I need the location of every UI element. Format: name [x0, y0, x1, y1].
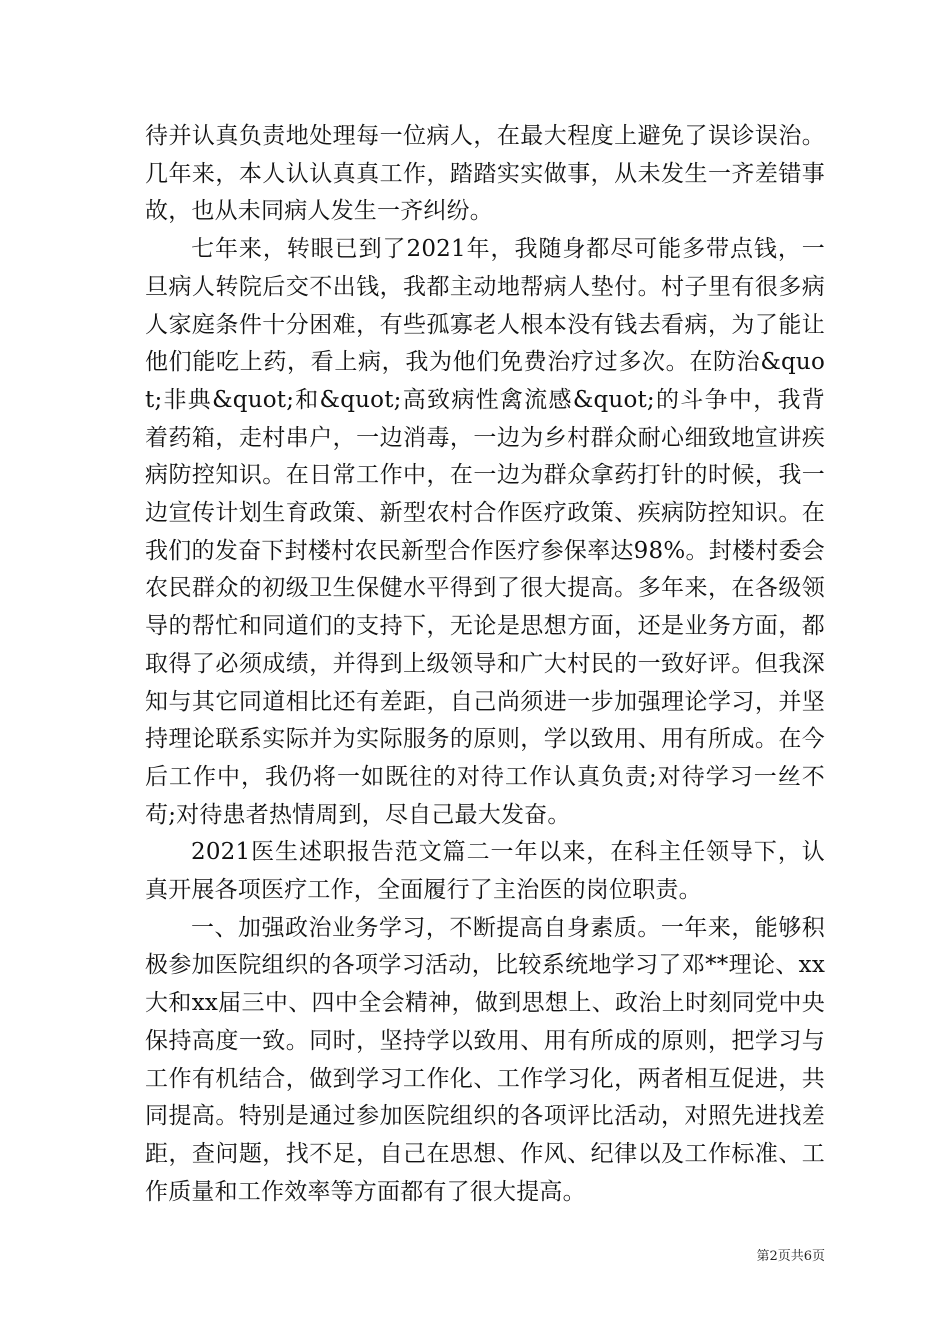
page-number-footer: 第2页共6页 [756, 1249, 825, 1264]
document-body [145, 118, 825, 1211]
paragraph-political-study: 一、加强政治业务学习，不断提高自身素质。一年来，能够积极参加医院组织的各项学习活动，比较系统地学习了邓**理论、xx大和xx届三中、四中全会精神，做到思想上、政治上时刻同党中央保持高度一致。同时，坚持学以致用、用有所成的原则，把学习与工作有机结合，做到学习工作化、工作学习化，两者相互促进，共同提高。特别是通过参加医院组织的各项评比活动，对照先进找差距，查问题，找不足，自己在思想、作风、纪律以及工作标准、工作质量和工作效率等方面都有了很大提高。 [145, 914, 825, 1205]
paragraph-continuation: 待并认真负责地处理每一位病人，在最大程度上避免了误诊误治。几年来，本人认认真真工作，踏踏实实做事，从未发生一齐差错事故，也从未同病人发生一齐纠纷。 [145, 123, 825, 225]
paragraph-seven-years: 七年来，转眼已到了2021年，我随身都尽可能多带点钱，一旦病人转院后交不出钱，我都主动地帮病人垫付。村子里有很多病人家庭条件十分困难，有些孤寡老人根本没有钱去看病，为了能让他们能吃上药，看上病，我为他们免费治疗过多次。在防治&quot;非典&quot;和&quot;高致病性禽流感&quot;的斗争中，我背着药箱，走村串户，一边消毒，一边为乡村群众耐心细致地宣讲疾病防控知识。在日常工作中，在一边为群众拿药打针的时候，我一边宣传计划生育政策、新型农村合作医疗政策、疾病防控知识。在我们的发奋下封楼村农民新型合作医疗参保率达98%。封楼村委会农民群众的初级卫生保健水平得到了很大提高。多年来，在各级领导的帮忙和同道们的支持下，无论是思想方面，还是业务方面，都取得了必须成绩，并得到上级领导和广大村民的一致好评。但我深知与其它同道相比还有差距，自己尚须进一步加强理论学习，并坚持理论联系实际并为实际服务的原则，学以致用、用有所成。在今后工作中，我仍将一如既往的对待工作认真负责;对待学习一丝不苟;对待患者热情周到，尽自己最大发奋。 [145, 236, 825, 828]
paragraph-report-part-two: 2021医生述职报告范文篇二一年以来，在科主任领导下，认真开展各项医疗工作，全面履行了主治医的岗位职责。 [145, 839, 825, 904]
